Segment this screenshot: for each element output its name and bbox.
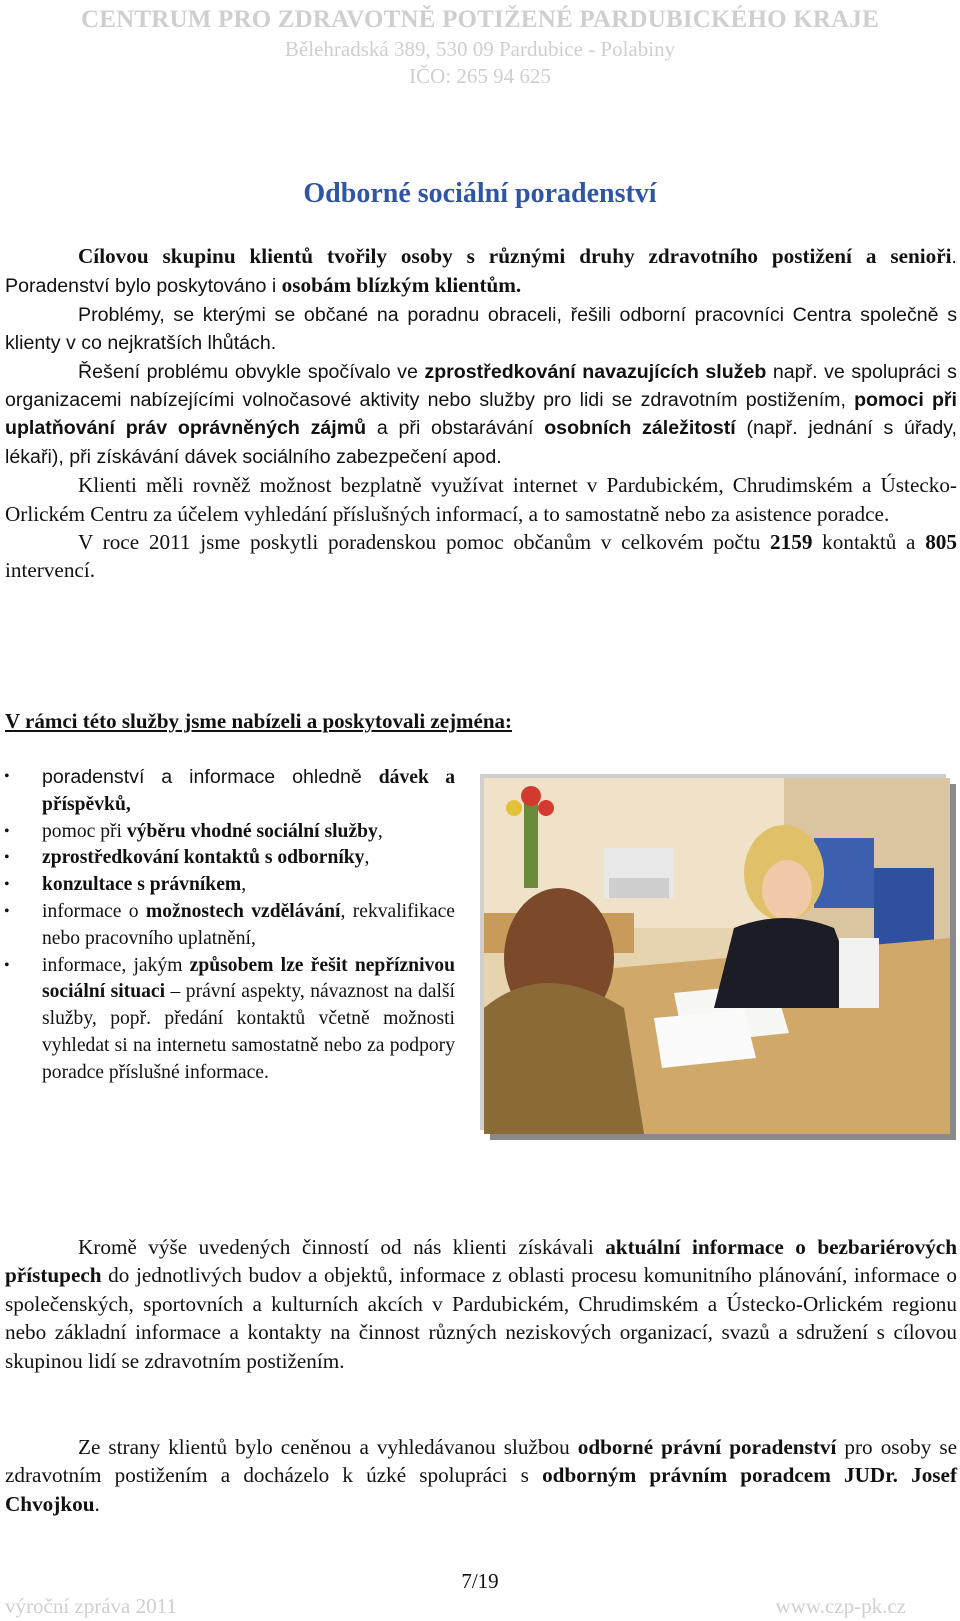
list-item: • poradenství a informace ohledně dávek a příspěvků, [4, 766, 456, 815]
page-title: Odborné sociální poradenství [303, 178, 657, 209]
footer-report-title: výroční zpráva 2011 [5, 1594, 177, 1618]
legal-advice-section [5, 1433, 957, 1518]
list-item: • konzultace s právníkem, [0, 872, 455, 899]
paragraph-problems: Problémy, se kterými se občané na poradnu obraceli, řešili odborní pracovníci Centra společně s klienty v co nejkratších lhůtách. [5, 303, 957, 355]
list-item: • pomoc při výběru vhodné sociální služby, [0, 819, 455, 846]
bullet-icon: • [4, 822, 10, 840]
list-item: • informace, jakým způsobem lze řešit nepříznivou sociální situaci – právní aspekty, návaznost na další služby, popř. předání kontaktů včetně možnosti vyhledat si na internetu samostatně nebo za podpory poradce příslušné informace. [4, 954, 455, 1083]
list-item: • zprostředkování kontaktů s odborníky, [0, 845, 455, 872]
bullet-icon: • [4, 956, 10, 974]
additional-info-section [5, 1233, 957, 1375]
bullet-icon: • [4, 768, 10, 785]
bullet-icon: • [4, 876, 10, 894]
services-list [0, 764, 455, 1087]
intro-section [5, 242, 957, 585]
paragraph-statistics: V roce 2011 jsme poskytli poradenskou pomoc občanům v celkovém počtu 2159 kontaktů a 805 intervencí. [5, 530, 957, 583]
bullet-icon: • [4, 902, 10, 920]
organization-name: CENTRUM PRO ZDRAVOTNĚ POTIŽENÉ PARDUBICKÉHO KRAJE [80, 6, 880, 33]
paragraph-internet: Klienti měli rovněž možnost bezplatně využívat internet v Pardubickém, Chrudimském a Ústecko-Orlickém Centru za účelem vyhledání příslušných informací, a to samostatně nebo za asistence poradce. [5, 473, 957, 526]
counselling-photo [484, 778, 950, 1134]
list-item: • informace o možnostech vzdělávání, rekvalifikace nebo pracovního uplatnění, [4, 900, 455, 949]
paragraph-legal-advice: Ze strany klientů bylo ceněnou a vyhledávanou službou odborné právní poradenství pro osoby se zdravotním postižením a docházelo k úzké spolupráci s odborným právním poradcem JUDr. Josef Chvojkou. [5, 1435, 958, 1516]
paragraph-additional-info: Kromě výše uvedených činností od nás klienti získávali aktuální informace o bezbariérových přístupech do jednotlivých budov a objektů, informace z oblasti procesu komunitního plánování, informace o společenských, sportovních a kulturních akcích v Pardubickém, Chrudimském a Ústecko-Orlickém regionu nebo základní informace a kontakty na činnost různých neziskových organizací, svazů a sdružení s cílovou skupinou lidí se zdravotním postižením. [5, 1235, 957, 1373]
footer-website: www.czp-pk.cz [775, 1594, 906, 1618]
contacts-count: 2159 [770, 530, 813, 555]
services-heading: V rámci této služby jsme nabízeli a poskytovali zejména: [5, 709, 513, 733]
organization-address: Bělehradská 389, 530 09 Pardubice - Polabiny [284, 37, 676, 61]
bullet-icon: • [4, 849, 10, 867]
interventions-count: 805 [925, 530, 957, 555]
letterhead [0, 4, 960, 90]
paragraph-target-group: Cílovou skupinu klientů tvořily osoby s různými druhy zdravotního postižení a senioři. Poradenství bylo poskytováno i osobám blízkým klientům. [5, 244, 957, 298]
organization-ico: IČO: 265 94 625 [409, 64, 551, 88]
paragraph-solutions: Řešení problému obvykle spočívalo ve zprostředkování navazujících služeb např. ve spolupráci s organizacemi nabízejícími volnočasové aktivity nebo služby pro lidi se zdravotním postižením, pomoci při uplatňování práv oprávněných zájmů a při obstarávání osobních záležitostí (např. jednání s úřady, lékaři), při získávání dávek sociálního zabezpečení apod. [5, 360, 958, 468]
page-number: 7/19 [461, 1569, 499, 1593]
photo-illustration [484, 778, 950, 1134]
